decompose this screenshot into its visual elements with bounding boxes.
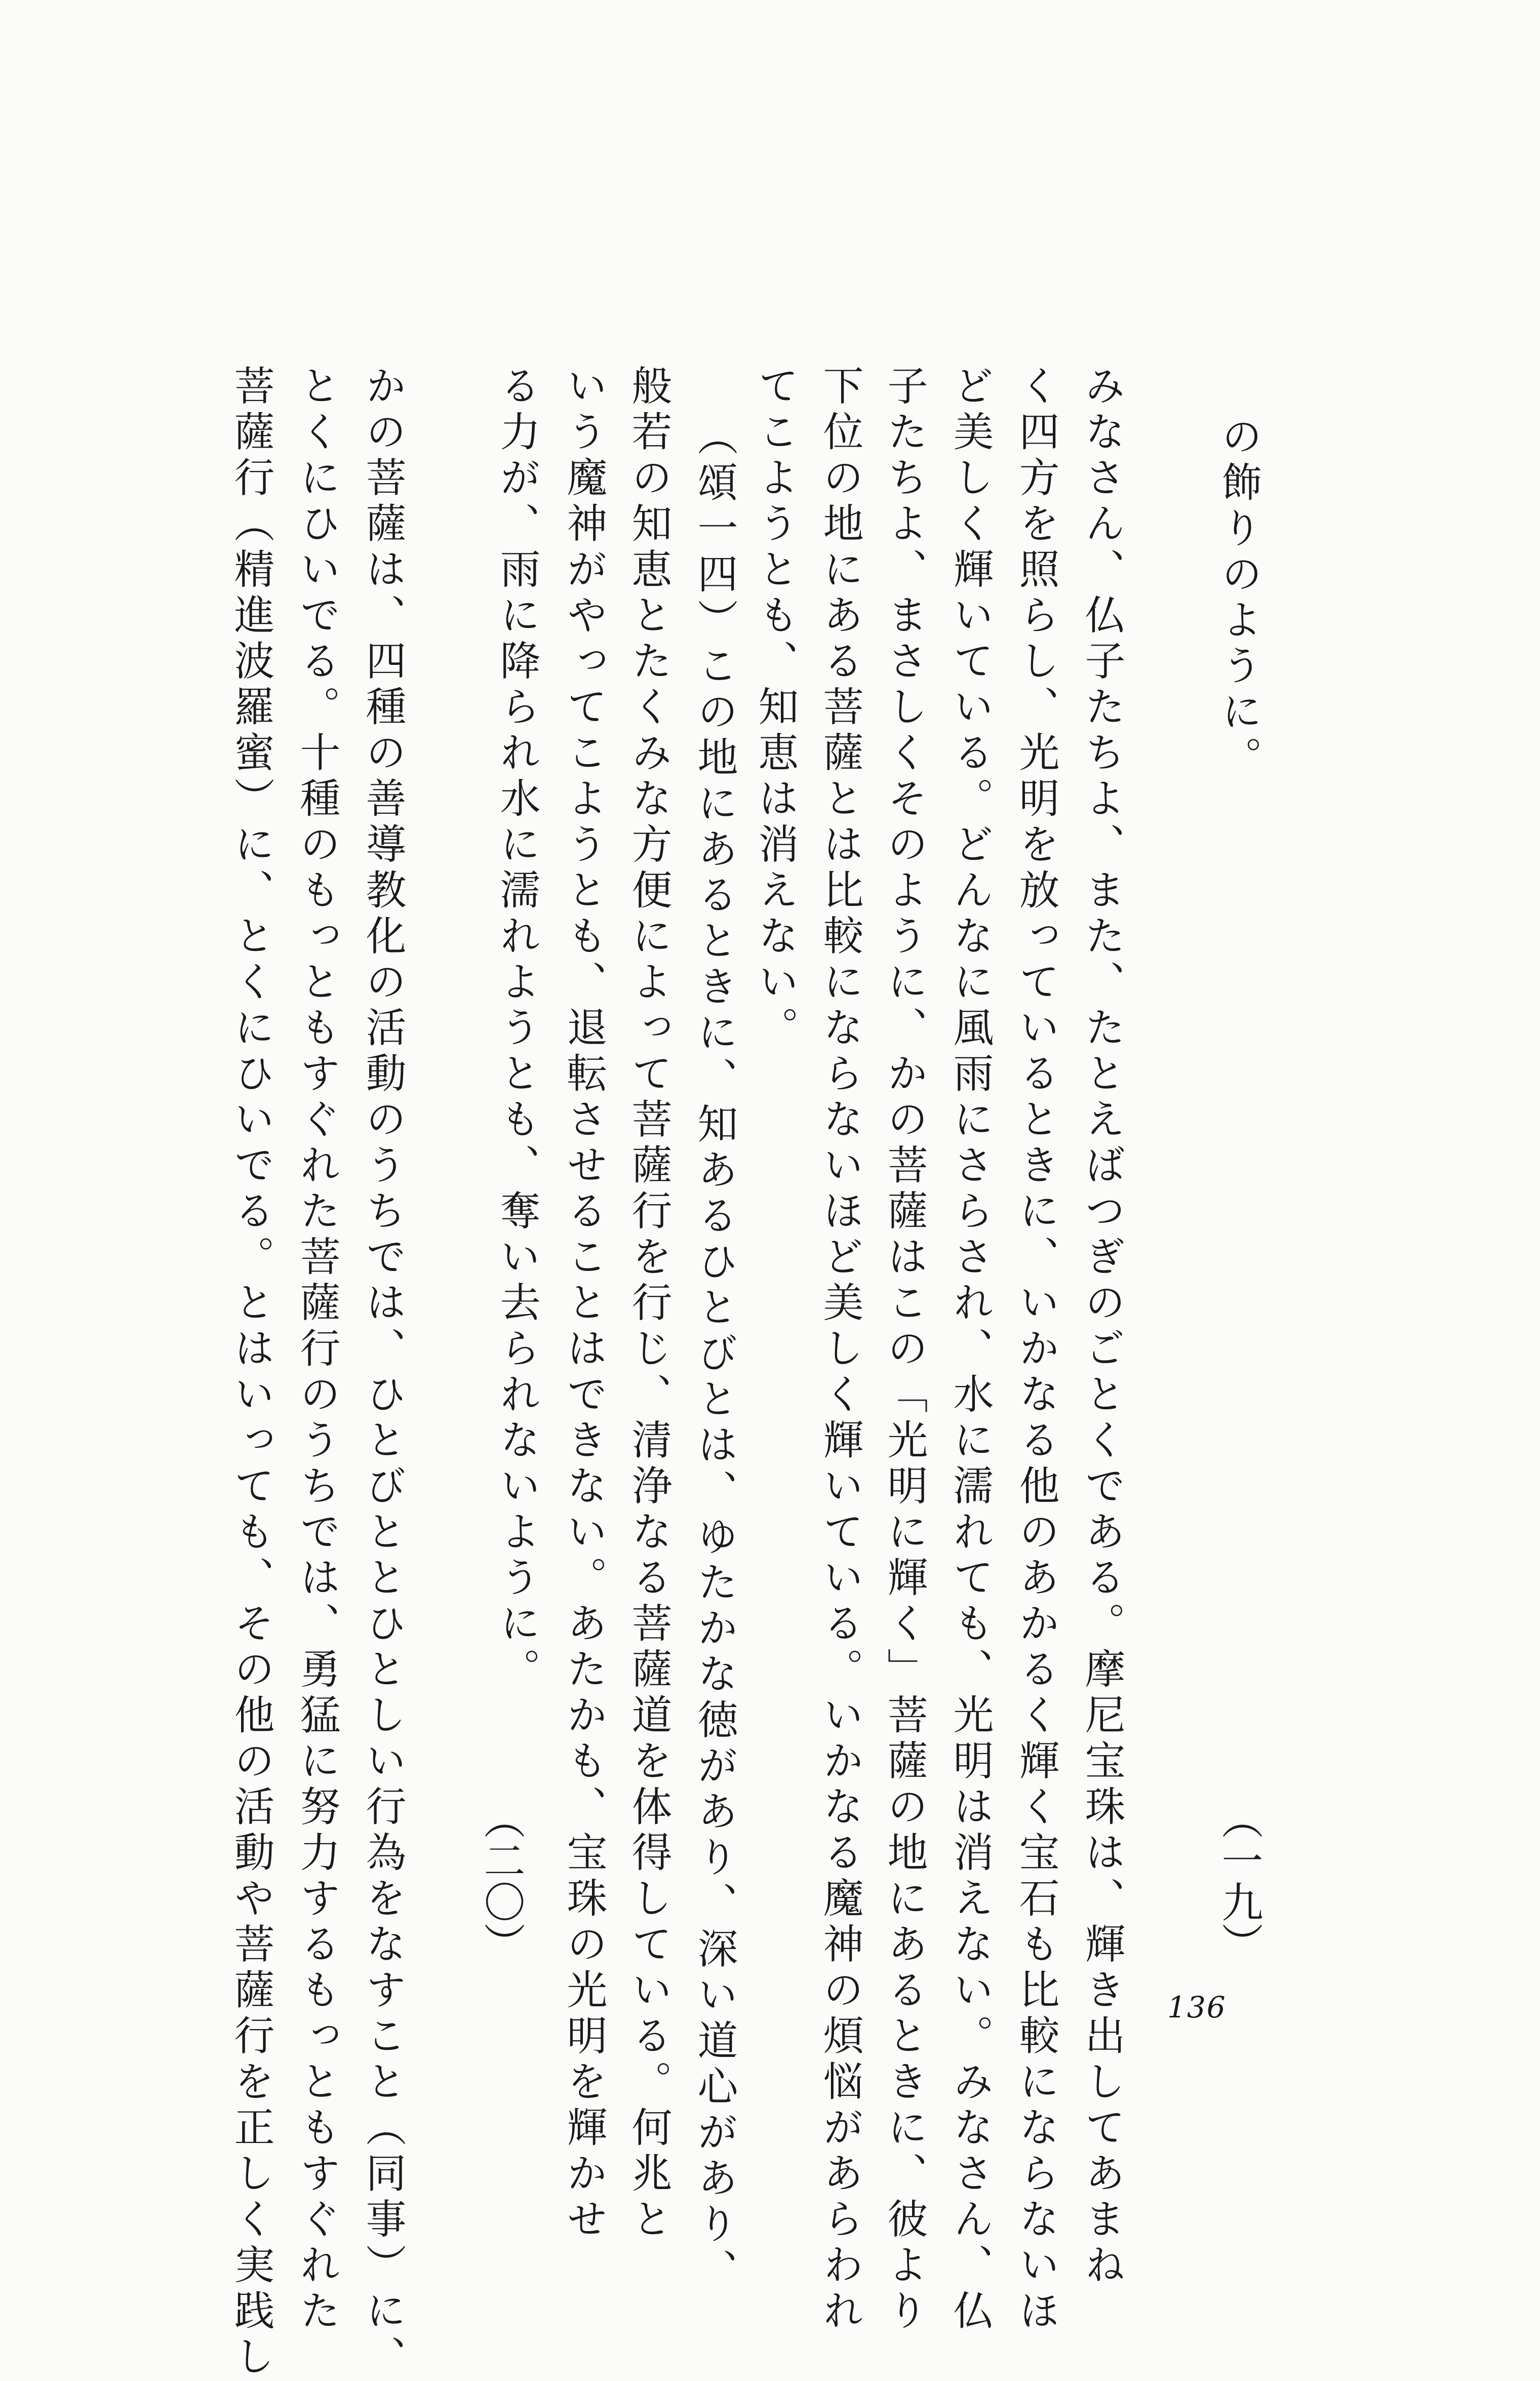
text-line-14: 菩薩行（精進波羅蜜）に、とくにひいでる。とはいっても、その他の活動や菩薩行を正しく実践し: [227, 365, 274, 2381]
text-line-8: （頌一四）この地にあるときに、知あるひとびとは、ゆたかな徳があり、深い道心があり、: [691, 415, 738, 2294]
text-line-12: かの菩薩は、四種の善導教化の活動のうちでは、ひとびととひとしい行為をなすこと（同事）に、: [359, 365, 406, 2381]
section-marker-19: （一九）: [1215, 1798, 1263, 1964]
section-marker-20: （二〇）: [477, 1798, 525, 1964]
text-line-11: る力が、雨に降られ水に濡れようとも、奪い去られないように。: [493, 365, 540, 1694]
text-line-13: とくにひいでる。十種のもっともすぐれた菩薩行のうちでは、勇猛に努力するもっともすぐれた: [293, 365, 340, 2335]
text-line-5: 子たちよ、まさしくそのように、かの菩薩はこの「光明に輝く」菩薩の地にあるときに、彼より: [881, 365, 928, 2335]
text-line-1: の飾りのように。: [1215, 415, 1262, 782]
text-line-9: 般若の知恵とたくみな方便によって菩薩行を行じ、清浄なる菩薩道を体得している。何兆と: [625, 365, 672, 2244]
text-line-6: 下位の地にある菩薩とは比較にならないほど美しく輝いている。いかなる魔神の煩悩があらわれ: [816, 365, 863, 2335]
text-line-3: く四方を照らし、光明を放っているときに、いかなる他のあかるく輝く宝石も比較にならないほ: [1012, 365, 1059, 2335]
page-number: 136: [1167, 1990, 1227, 2025]
text-line-7: てこようとも、知恵は消えない。: [752, 365, 799, 1052]
text-line-4: ど美しく輝いている。どんなに風雨にさらされ、水に濡れても、光明は消えない。みなさん、仏: [946, 365, 994, 2335]
text-line-10: いう魔神がやってこようとも、退転させることはできない。あたかも、宝珠の光明を輝かせ: [560, 365, 607, 2244]
text-line-2: みなさん、仏子たちよ、また、たとえばつぎのごとくである。摩尼宝珠は、輝き出してあまね: [1078, 365, 1125, 2289]
